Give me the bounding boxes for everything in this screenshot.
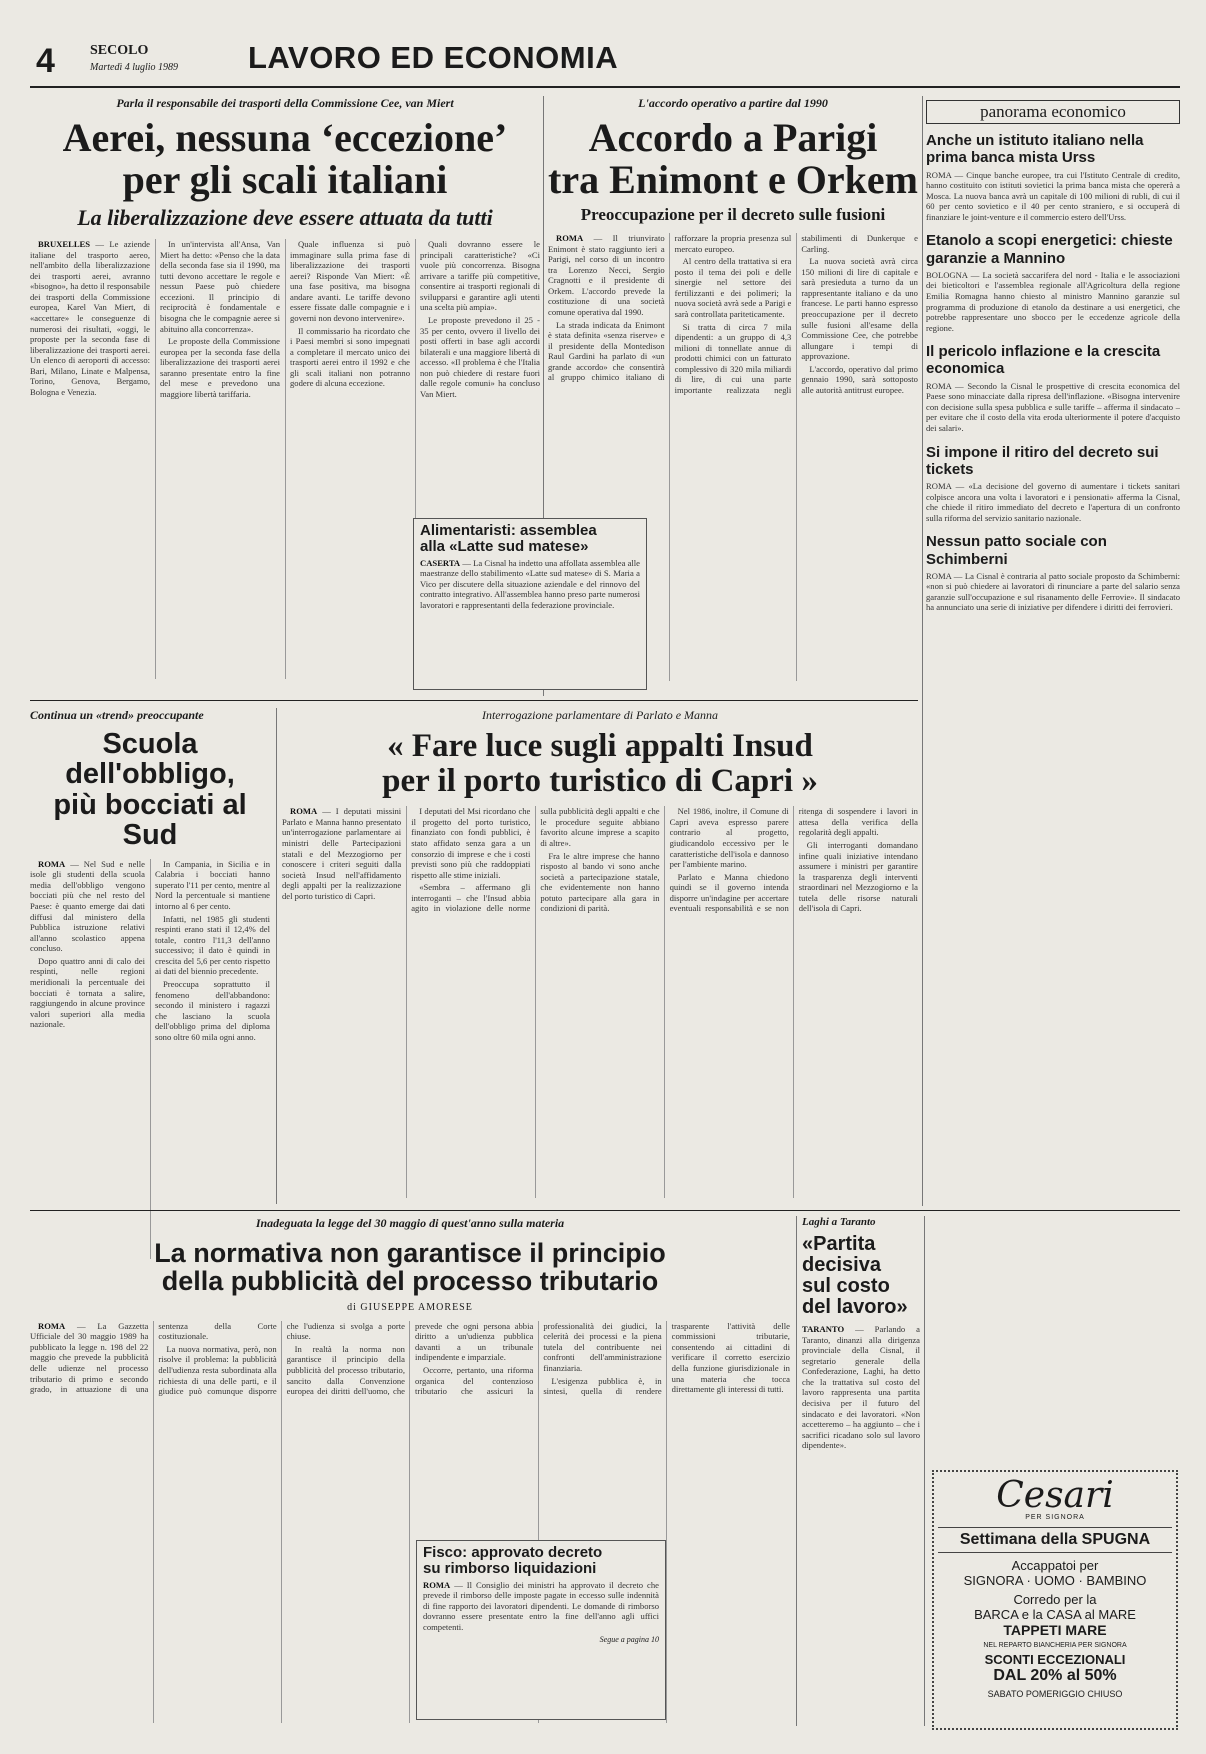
paragraph: Fra le altre imprese che hanno risposto al bando vi sono anche società a partecipazione statale, che evidentemente non hanno potuto partecipare alla gara in condizioni di parità. — [540, 850, 660, 914]
paragraph: — La Cisnal ha indetto una affollata assemblea alle maestranze dello stabilimento «Latte sud matese» di S. Maria a Vico per discutere della situazione aziendale e del rinnovo del contratto integrativo. All'assemblea hanno preso parte numerosi lavoratori e rappresentanti della federazione provinciale. — [420, 557, 640, 610]
headline-line: più bocciati al Sud — [53, 788, 247, 852]
kicker: Laghi a Taranto — [802, 1216, 876, 1228]
headline-line: Alimentaristi: assemblea — [420, 522, 597, 539]
paragraph: Occorre, pertanto, una riforma organica del contenzioso tributario che assicuri la professionalità dei giudici, la celerità dei processi e la piena tutela del contribuente nei confronti dell'amministrazione finanziaria. — [414, 1320, 662, 1397]
panorama-item — [926, 533, 1180, 613]
section-rule — [30, 700, 918, 701]
item-text: ROMA — Secondo la Cisnal le prospettive di crescita economica del Paese sono minacciate dalla ripresa dell'inflazione. «Bisogna intervenire con decisione sulla spesa pubblica e sulle tariffe – afferma il sindacato – per evitare che il costo della vita eroda ulteriormente il potere d'acquisto dei salari». — [926, 380, 1180, 433]
headline-line: per gli scali italiani — [122, 157, 448, 202]
ad-line: Corredo per la — [1013, 1592, 1097, 1607]
paragraph: L'accordo, operativo dal primo gennaio 1990, sarà sottoposto alle autorità antitrust europee. — [801, 363, 918, 395]
headline-line: decisiva — [802, 1254, 881, 1276]
column-divider — [924, 1216, 925, 1726]
headline-line: « Fare luce sugli appalti Insud — [387, 728, 813, 764]
headline-line: Accordo a Parigi — [588, 115, 878, 160]
paragraph: In un'intervista all'Ansa, Van Miert ha detto: «Penso che la data della seconda fase sia il 1990, ma tutti devono accettare le regole e nessun Paese può chiedere eccezioni. Il principio di reciprocità è fondamentale e bisogna che le compagnie aeree si abituino alla concorrenza». — [160, 239, 280, 334]
article-text — [802, 1324, 920, 1451]
section-title: LAVORO ED ECONOMIA — [248, 40, 619, 75]
paragraph: La strada indicata da Enimont è stata definita «senza riserve» e il presidente della Montedison Raul Gardini ha parlato di «un grande accordo» che consentirà al gruppo chimico italiano di rafforzare la propria presenza sul mercato europeo. — [548, 233, 792, 383]
ad-line: SIGNORA · UOMO · BAMBINO — [963, 1573, 1147, 1588]
item-text: ROMA — «La decisione del governo di aumentare i tickets sanitari colpisce ancora una volta i lavoratori e i pensionati» afferma la Cisnal, che chiede il ritiro immediato del decreto e l'apertura di un confronto sulla riforma del servizio sanitario nazionale. — [926, 481, 1180, 523]
paragraph: Preoccupa soprattutto il fenomeno dell'abbandono: secondo il ministero i ragazzi che lasciano la scuola dell'obbligo prima del diploma sono oltre 60 mila ogni anno. — [155, 978, 270, 1042]
paragraph: In realtà la norma non garantisce il principio della pubblicità del processo tributario, sancito dalla Convenzione europea dei diritti dell'uomo, che prevede che ogni persona abbia diritto a un'udienza pubblica davanti a un tribunale indipendente e imparziale. — [286, 1320, 534, 1397]
headline-line: tra Enimont e Orkem — [548, 157, 918, 202]
headline-line: «Partita — [802, 1233, 876, 1255]
ad-line: Accappatoi per — [1011, 1558, 1099, 1573]
headline-line: su rimborso liquidazioni — [423, 1559, 597, 1577]
paragraph: — Il Consiglio dei ministri ha approvato il decreto che prevede il rimborso delle imposte pagate in eccesso sulle indennità di fine rapporto dei lavoratori dipendenti. Le domande di rimborso dovranno essere presentate entro la fine dell'anno agli uffici competenti. — [423, 1579, 659, 1632]
column-divider — [276, 708, 277, 1204]
paragraph: La nuova normativa, però, non risolve il problema: la pubblicità dell'udienza resta subordinata alla richiesta di una delle parti, e il giudice può comunque disporre che l'udienza si svolga a porte chiuse. — [158, 1320, 405, 1397]
brief-text — [423, 1580, 659, 1633]
dateline: ROMA — [38, 858, 66, 869]
dateline: TARANTO — [802, 1324, 845, 1334]
item-title: Nessun patto sociale con Schimberni — [926, 533, 1107, 568]
paper-name: SECOLO — [90, 43, 149, 58]
issue-date: Martedì 4 luglio 1989 — [90, 62, 179, 73]
paragraph: — Il triunvirato Enimont è stato raggiunto ieri a Parigi, nel corso di un incontro tra Lorenzo Necci, Sergio Cragnotti e il presidente di Orkem. L'accordo prevede la costituzione di una società comune operativa dal 1990. — [548, 233, 665, 317]
brief-fisco — [416, 1540, 666, 1720]
paragraph: — Nel Sud e nelle isole gli studenti della scuola media dell'obbligo vengono bocciati più che nel resto del Paese: è quanto emerge dai dati diffusi dal ministero della Pubblica istruzione relativi all'anno scolastico appena concluso. — [30, 858, 145, 954]
ad-line: SCONTI ECCEZIONALI — [984, 1652, 1126, 1667]
brief-headline — [423, 1545, 659, 1577]
paragraph: — La Gazzetta Ufficiale del 30 maggio 1989 ha pubblicato la legge n. 198 del 22 maggio che prevede la pubblicità delle udienze nel processo tributario di primo e secondo grado, in attuazione di una sentenza della Corte costituzionale. — [30, 1320, 277, 1395]
headline — [282, 729, 918, 798]
panorama-item — [926, 444, 1180, 524]
brief-text — [420, 558, 640, 611]
cesari-advertisement — [932, 1470, 1178, 1730]
article-body — [30, 1321, 790, 1723]
kicker: Interrogazione parlamentare di Parlato e Manna — [481, 708, 719, 722]
dateline: ROMA — [38, 1320, 66, 1331]
headline-line: Fisco: approvato decreto — [423, 1544, 603, 1561]
paragraph: Gli interroganti domandano infine quali iniziative intendano assumere i ministri per garantire la trasparenza degli interventi straordinari nel Mezzogiorno e la tutela delle risorse naturali dell'isola di Capri. — [798, 839, 918, 914]
item-title: Etanolo a scopi energetici: chieste garanzie a Mannino — [926, 232, 1173, 267]
article-tributario — [30, 1216, 790, 1731]
dateline: ROMA — [556, 233, 584, 243]
headline — [30, 729, 270, 851]
brief-headline — [420, 523, 640, 555]
brief-alimentaristi — [413, 518, 647, 690]
dateline: BRUXELLES — [38, 239, 91, 249]
paragraph: — Le aziende italiane del trasporto aereo, nell'ambito della liberalizzazione dei trasporti aerei, avranno «bisogno», ha detto il responsabile dei trasporti della Commissione europea, Karel Van Miert, di «accettare» le conseguenze di numerosi dei risultati, «oggi, le proposte per la seconda fase di liberalizzazione dei trasporti aerei. Un elenco di aeroporti di accesso: Bari, Milano, Linate e Malpensa, Torino, Genova, Bergamo, Bologna e Venezia. — [30, 239, 150, 397]
item-title: Il pericolo inflazione e la crescita economica — [926, 343, 1161, 378]
article-scuola — [30, 708, 270, 1208]
page-number: 4 — [36, 42, 55, 80]
headline-line: sul costo — [802, 1275, 890, 1297]
dateline: ROMA — [290, 806, 318, 817]
panorama-item — [926, 232, 1180, 333]
panorama-column — [926, 96, 1180, 1206]
paragraph: Si tratta di circa 7 mila dipendenti: a un gruppo di 4,3 milioni di tonnellate annue di prodotti chimici con un fatturato complessivo di 320 mila miliardi di lire, di cui una parte importante realizzata negli stabilimenti di Dunkerque e Carling. — [674, 233, 918, 395]
ad-line: NEL REPARTO BIANCHERIA PER SIGNORA — [983, 1642, 1127, 1649]
article-laghi — [802, 1216, 920, 1731]
ad-sub-brand: PER SIGNORA — [1025, 1514, 1085, 1521]
subhead: Preoccupazione per il decreto sulle fusioni — [580, 205, 886, 224]
headline — [548, 117, 918, 201]
column-divider — [922, 96, 923, 1206]
paragraph: Dopo quattro anni di calo dei respinti, nelle regioni meridionali la percentuale dei bocciati è tornata a salire, raggiungendo in alcune province valori superiori alla media nazionale. — [30, 955, 145, 1030]
masthead-rule — [30, 86, 1180, 88]
paragraph: — I deputati missini Parlato e Manna hanno presentato un'interrogazione parlamentare ai ministri delle Partecipazioni statali e del Mezzogiorno per conoscere i criteri seguiti dalla società Insud nell'affidamento degli appalti per la realizzazione del porto turistico di Capri. — [282, 806, 402, 901]
headline-line: La normativa non garantisce il principio — [154, 1238, 666, 1268]
ad-line: TAPPETI MARE — [1003, 1622, 1107, 1638]
panorama-item — [926, 343, 1180, 433]
paragraph: Nel 1986, inoltre, il Comune di Capri aveva espresso parere contrario al progetto, giudicandolo eccessivo per le caratteristiche dell'isola e dannoso per l'ambiente marino. — [669, 806, 789, 870]
panorama-label: panorama economico — [926, 100, 1180, 124]
headline-line: Aerei, nessuna ‘eccezione’ — [62, 115, 508, 160]
headline — [30, 117, 540, 201]
panorama-item — [926, 132, 1180, 222]
paragraph: — Parlando a Taranto, dinanzi alla dirigenza provinciale della Cisnal, il segretario generale della Confederazione, Laghi, ha detto che la trattativa sul costo del lavoro rappresenta una partita decisiva per il futuro del sindacato e dei lavoratori. «Non accetteremo – ha aggiunto – che i sacrifici ricadano solo sul lavoro dipendente». — [802, 1324, 920, 1451]
paragraph: Quale influenza si può immaginare sulla prima fase di liberalizzazione dei trasporti aerei? Risponde Van Miert: «È una fase positiva, ma bisogna andare avanti. Le tariffe devono essere fissate dalle compagnie e i governi non devono intervenire». — [290, 239, 410, 323]
masthead — [30, 38, 1180, 98]
article-body — [282, 806, 918, 1198]
headline — [802, 1234, 920, 1318]
column-divider — [796, 1216, 797, 1726]
brief-credit: Segue a pagina 10 — [599, 1635, 659, 1645]
paragraph: Infatti, nel 1985 gli studenti respinti erano stati il 12,4% del totale, contro l'11,3 dell'anno successivo; il dato è quindi in crescita del 5,6 per cento rispetto ai dati del biennio precedente. — [155, 913, 270, 977]
ad-line: SABATO POMERIGGIO CHIUSO — [987, 1689, 1123, 1699]
item-title: Si impone il ritiro del decreto sui tickets — [926, 443, 1159, 478]
item-text: BOLOGNA — La società saccarifera del nord - Italia e le associazioni dei bieticoltori e l'assemblea regionale all'Agricoltura della regione Emilia Romagna hanno chiesto al ministro Mannino garanzie sul programma di produzione di etanolo da destinare a usi energetici, che potrebbe rappresentare uno sbocco per le eccedenze agricole della regione. — [926, 269, 1180, 333]
headline-line: della pubblicità del processo tributario — [161, 1266, 659, 1297]
paragraph: Parlato e Manna chiedono quindi se il governo intenda disporre un'indagine per accertare eventuali responsabilità e se non ritenga di sospendere i lavori in attesa della verifica della regolarità degli appalti. — [669, 806, 918, 914]
dateline: CASERTA — [420, 557, 461, 568]
paragraph: L'esigenza pubblica è, in sintesi, quella di rendere trasparente l'attività delle commissioni tributarie, consentendo ai cittadini di verificare il corretto esercizio della funzione giurisdizionale in una materia che tocca direttamente gli interessi di tutti. — [543, 1320, 790, 1397]
paragraph: Quali dovranno essere le principali caratteristiche? «Ci vuole più concorrenza. Bisogna arrivare a tariffe più competitive, consentire ai trasporti regionali di svilupparsi e garantire agli utenti una scelta più ampia». — [420, 239, 540, 313]
paragraph: I deputati del Msi ricordano che il progetto del porto turistico, finanziato con fondi pubblici, è stato affidato senza gara a un consorzio di imprese e che i costi previsti sono più che raddoppiati rispetto alle stime iniziali. — [411, 806, 531, 880]
headline-line: Scuola dell'obbligo, — [65, 728, 235, 791]
paragraph: Le proposte prevedono il 25 - 35 per cento, ovvero il livello dei posti offerti in base agli accordi bilaterali e una maggiore libertà di accesso. «Il problema è che l'Italia non può chiedere di restare fuori dalle regole comuni» ha concluso Van Miert. — [420, 314, 540, 399]
headline-line: del lavoro» — [802, 1296, 908, 1318]
item-text: ROMA — La Cisnal è contraria al patto sociale proposto da Schimberni: «non si può chiedere ai lavoratori di rinunciare a parte del salario senza garanzie sull'occupazione e sul risanamento delle Ferrovie». Il sindacato ha annunciato una serie di iniziative per difendere i diritti dei ferrovieri. — [926, 570, 1180, 613]
paragraph: La nuova società avrà circa 150 milioni di lire di capitale e sarà presieduta a turno da un rappresentante italiano e da uno francese. Le parti hanno espresso preoccupazione per il decreto sulle fusioni all'esame della Commissione Cee, che potrebbe allungare i tempi di approvazione. — [801, 256, 918, 362]
item-text: ROMA — Cinque banche europee, tra cui l'Istituto Centrale di credito, hanno costituito con istituti sovietici la prima banca mista che opererà a Mosca. La nuova banca avrà un capitale di 100 milioni di rubli, di cui il 60 per cento sovietico e il 40 per cento straniero, e si occuperà di finanziare le joint-venture e il commercio estero dell'Urss. — [926, 169, 1180, 222]
kicker: L'accordo operativo a partire dal 1990 — [638, 96, 828, 110]
headline — [30, 1239, 790, 1296]
dateline: ROMA — [423, 1579, 451, 1590]
kicker: Continua un «trend» preoccupante — [30, 708, 204, 722]
ad-brand-logo: Cesari — [996, 1475, 1114, 1516]
article-capri — [282, 708, 918, 1208]
article-body — [30, 859, 270, 1259]
paragraph: Al centro della trattativa si era posto il tema dei poli e delle sinergie nel settore dei fertilizzanti e dei polimeri; la nuova società avrà sede a Parigi e sarà controllata pariteticamente. — [674, 256, 792, 319]
paragraph: Le proposte della Commissione europea per la seconda fase della liberalizzazione dei trasporti aerei saranno presentate entro la fine del mese e prevedono una maggiore libertà tariffaria. — [160, 336, 280, 399]
ad-line: BARCA e la CASA al MARE — [974, 1607, 1136, 1622]
ad-line: DAL 20% al 50% — [993, 1667, 1117, 1684]
paragraph: In Campania, in Sicilia e in Calabria i bocciati hanno superato l'11 per cento, mentre al Nord la percentuale si mantiene intorno al 6 per cento. — [155, 858, 270, 911]
headline-line: per il porto turistico di Capri » — [382, 762, 818, 799]
headline-line: alla «Latte sud matese» — [420, 537, 589, 555]
item-title: Anche un istituto italiano nella prima banca mista Urss — [926, 132, 1144, 167]
paragraph: Il commissario ha ricordato che i Paesi membri si sono impegnati a completare il mercato unico dei trasporti aerei entro il 1992 e che gli scali italiani non potranno godere di alcuna eccezione. — [290, 325, 410, 389]
kicker: Inadeguata la legge del 30 maggio di quest'anno sulla materia — [255, 1216, 565, 1230]
section-rule — [30, 1210, 1180, 1211]
paragraph: «Sembra – affermano gli interroganti – che l'Insud abbia agito in violazione delle norme sulla pubblicità degli appalti e che le procedure seguite abbiano favorito alcune imprese a scapito di altre». — [411, 806, 660, 914]
ad-title: Settimana della SPUGNA — [938, 1527, 1172, 1553]
byline: di GIUSEPPE AMORESE — [347, 1301, 473, 1313]
kicker: Parla il responsabile dei trasporti della Commissione Cee, van Miert — [116, 96, 454, 110]
subhead: La liberalizzazione deve essere attuata da tutti — [77, 205, 493, 230]
